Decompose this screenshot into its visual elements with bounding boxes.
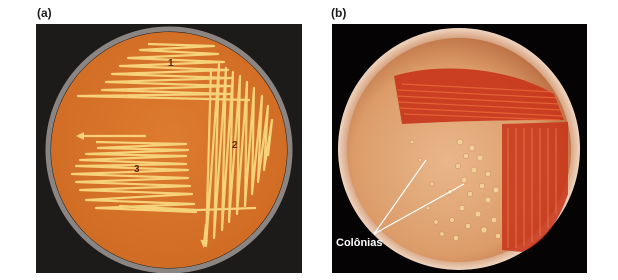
- panel-b-label: (b): [331, 6, 347, 20]
- streak-number-2: 2: [232, 140, 238, 151]
- streak-plate-photo-svg: [332, 24, 587, 273]
- panel-a-label: (a): [37, 6, 52, 20]
- streak-number-1: 1: [168, 58, 174, 69]
- streak-plate-diagram-svg: [36, 24, 302, 273]
- streak-plate-diagram: [36, 24, 302, 273]
- streak-plate-photo: [332, 24, 587, 273]
- streak-number-3: 3: [134, 164, 140, 175]
- growth-streak-right: [502, 122, 568, 252]
- colonies-label: Colônias: [336, 237, 383, 249]
